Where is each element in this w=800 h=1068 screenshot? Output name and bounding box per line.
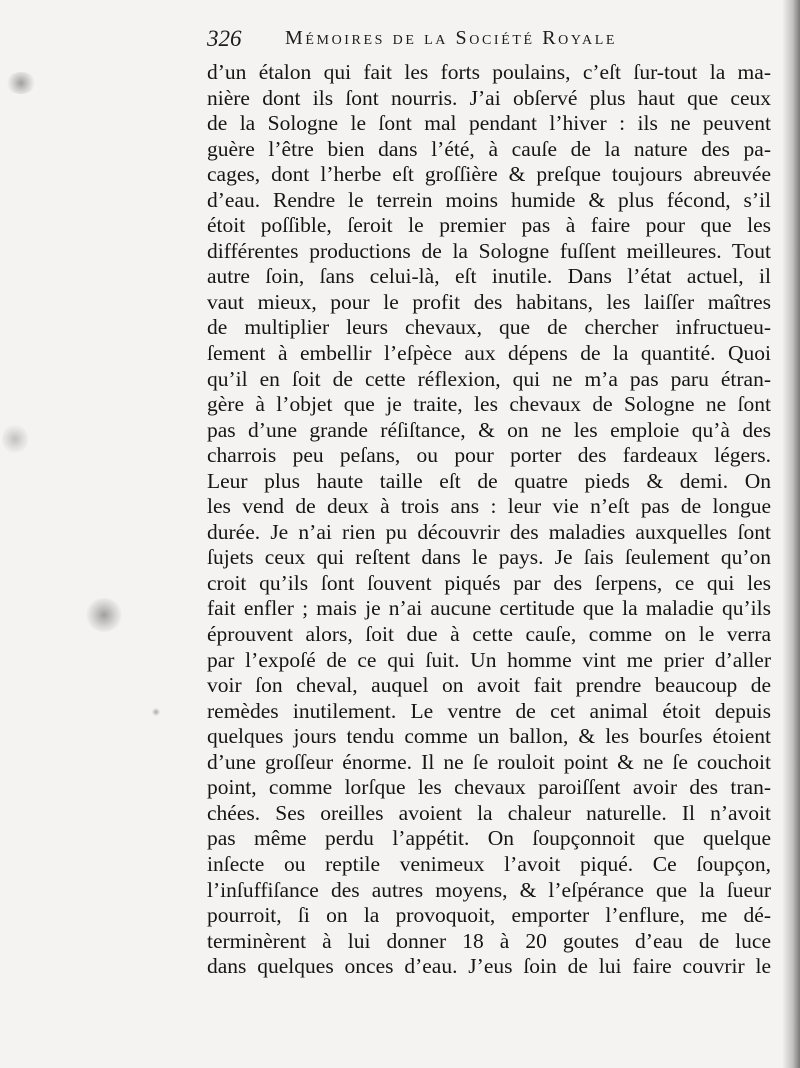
text-line: d’une groſſeur énorme. Il ne ſe rouloit point & ne ſe couchoit [207, 749, 771, 774]
text-line: durée. Je n’ai rien pu découvrir des maladies auxquelles ſont [207, 519, 771, 544]
text-line: de la Sologne le ſont mal pendant l’hiver : ils ne peuvent [207, 111, 771, 136]
foxing-stain [86, 598, 122, 632]
running-title: Mémoires de la Société Royale [285, 27, 618, 49]
text-line: pourroit, ſi on la provoquoit, emporter l’enflure, me dé- [207, 903, 771, 928]
body-text [207, 60, 771, 980]
text-line: voir ſon cheval, auquel on avoit fait prendre beaucoup de [207, 673, 771, 698]
text-line: cages, dont l’herbe eſt groſſière & preſque toujours abreuvée [207, 162, 771, 187]
text-line: remèdes inutilement. Le ventre de cet animal étoit depuis [207, 698, 771, 723]
text-line: ſujets ceux qui reſtent dans le pays. Je ſais ſeulement qu’on [207, 545, 771, 570]
text-line: charrois peu peſans, ou pour porter des fardeaux légers. [207, 443, 771, 468]
text-line: chées. Ses oreilles avoient la chaleur naturelle. Il n’avoit [207, 800, 771, 825]
foxing-stain [6, 72, 36, 94]
text-line: croit qu’ils ſont ſouvent piqués par des ſerpens, ce qui les [207, 570, 771, 595]
text-line: ſement à embellir l’eſpèce aux dépens de la quantité. Quoi [207, 341, 771, 366]
text-line: vaut mieux, pour le profit des habitans, les laiſſer maîtres [207, 289, 771, 314]
text-line: point, comme lorſque les chevaux paroiſſent avoir des tran- [207, 775, 771, 800]
page-header [207, 26, 727, 56]
page-edge-shadow [782, 0, 800, 1068]
text-line: terminèrent à lui donner 18 à 20 goutes d’eau de luce [207, 928, 771, 953]
text-line: par l’expoſé de ce qui ſuit. Un homme vint me prier d’aller [207, 647, 771, 672]
text-line: autre ſoin, ſans celui-là, eſt inutile. Dans l’état actuel, il [207, 264, 771, 289]
text-line: les vend de deux à trois ans : leur vie n’eſt pas de longue [207, 494, 771, 519]
text-line: éprouvent alors, ſoit due à cette cauſe, comme on le verra [207, 622, 771, 647]
foxing-stain [2, 424, 28, 454]
text-line: dans quelques onces d’eau. J’eus ſoin de lui faire couvrir le [207, 954, 771, 979]
text-line: d’un étalon qui fait les forts poulains, c’eſt ſur-tout la ma- [207, 60, 771, 84]
text-line: pas même perdu l’appétit. On ſoupçonnoit que quelque [207, 826, 771, 851]
text-line: Leur plus haute taille eſt de quatre pieds & demi. On [207, 468, 771, 493]
text-line: étoit poſſible, ſeroit le premier pas à faire pour que les [207, 213, 771, 238]
text-line: guère l’être bien dans l’été, à cauſe de la nature des pa- [207, 136, 771, 161]
text-line: de multiplier leurs chevaux, que de chercher infructueu- [207, 315, 771, 340]
page-number: 326 [207, 26, 242, 51]
text-line: qu’il en ſoit de cette réflexion, qui ne m’a pas paru étran- [207, 366, 771, 391]
text-line: différentes productions de la Sologne fuſſent meilleures. Tout [207, 238, 771, 263]
ink-speck [152, 708, 160, 716]
text-line: d’eau. Rendre le terrein moins humide & plus fécond, s’il [207, 187, 771, 212]
text-line: inſecte ou reptile venimeux l’avoit piqué. Ce ſoupçon, [207, 851, 771, 876]
text-line: l’inſuffiſance des autres moyens, & l’eſpérance que la ſueur [207, 877, 771, 902]
text-line: gère à l’objet que je traite, les chevaux de Sologne ne ſont [207, 392, 771, 417]
text-line: fait enfler ; mais je n’ai aucune certitude que la maladie qu’ils [207, 596, 771, 621]
text-line: pas d’une grande réſiſtance, & on ne les emploie qu’à des [207, 417, 771, 442]
text-line: nière dont ils ſont nourris. J’ai obſervé plus haut que ceux [207, 85, 771, 110]
text-line: quelques jours tendu comme un ballon, & les bourſes étoient [207, 724, 771, 749]
